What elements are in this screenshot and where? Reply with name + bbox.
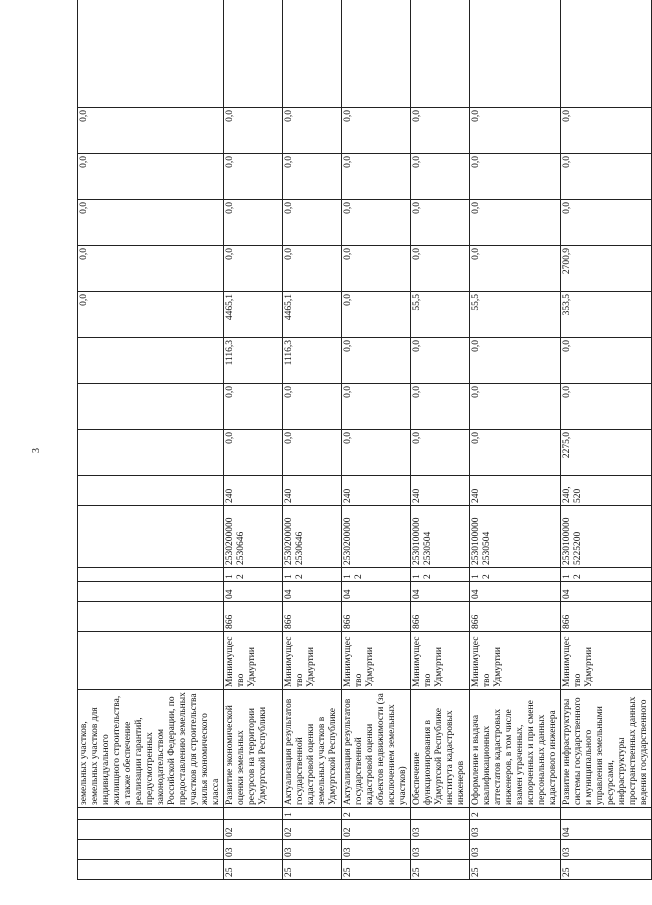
gp-code: 25 [224, 860, 283, 880]
value-7: 0,0 [561, 154, 652, 200]
pr-code: 12 [561, 568, 652, 582]
value-6: 0,0 [224, 200, 283, 246]
cell-blank [342, 0, 411, 108]
executor: Минимущество Удмуртии [411, 632, 470, 690]
m-code [224, 808, 283, 820]
cell-blank [78, 476, 224, 506]
table-row [561, 0, 652, 880]
value-5: 0,0 [224, 246, 283, 292]
rz-code: 04 [283, 582, 342, 602]
measure-name: Актуализация результатов государственной кадастровой оценки земельных участков в Удмуртской Республике [283, 690, 342, 808]
measure-name: Оформление и выдача квалификационных аттестатов кадастровых инженеров, в том числе взамен утраченных, испорченных и при смене персональных данных кадастрового инженера [470, 690, 561, 808]
table-row [224, 0, 283, 880]
measure-name: Обеспечение функционирования в Удмуртской Республике института кадастровых инженеров [411, 690, 470, 808]
grbs-code: 866 [224, 602, 283, 632]
cell-blank [78, 338, 224, 384]
top-value: 0,0 [78, 108, 224, 154]
cell-blank [78, 568, 224, 582]
value-6: 0,0 [470, 200, 561, 246]
cell-blank [78, 582, 224, 602]
pr-code: 12 [224, 568, 283, 582]
csr-code: 2530200000 [342, 506, 411, 568]
value-2: 0,0 [561, 384, 652, 430]
csr-code: 2530100000 2530504 [411, 506, 470, 568]
om-code: 03 [470, 820, 561, 840]
value-7: 0,0 [224, 154, 283, 200]
cell-blank [78, 840, 224, 860]
rz-code: 04 [470, 582, 561, 602]
value-1: 0,0 [283, 430, 342, 476]
vr-code: 240 [342, 476, 411, 506]
value-2: 0,0 [470, 384, 561, 430]
executor: Минимущество Удмуртии [561, 632, 652, 690]
csr-code: 2530100000 5225200 [561, 506, 652, 568]
rotated-table-block [77, 20, 649, 880]
measure-name: Развитие инфраструктуры системы государственного и муниципального управления земельными ресурсами, инфраструктуры пространственных данных ведения государственного [561, 690, 652, 808]
gp-code: 25 [283, 860, 342, 880]
vr-code: 240 [411, 476, 470, 506]
table-row [470, 0, 561, 880]
rz-code: 04 [411, 582, 470, 602]
pp-code: 03 [342, 840, 411, 860]
value-2: 0,0 [224, 384, 283, 430]
m-code: 2 [342, 808, 411, 820]
pp-code: 03 [411, 840, 470, 860]
value-2: 0,0 [411, 384, 470, 430]
value-6: 0,0 [561, 200, 652, 246]
m-code: 2 [470, 808, 561, 820]
value-4: 353,5 [561, 292, 652, 338]
pp-code: 03 [561, 840, 652, 860]
value-4: 4465,1 [283, 292, 342, 338]
cell-blank [78, 860, 224, 880]
top-value [78, 0, 224, 108]
pr-code: 12 [342, 568, 411, 582]
top-value: 0,0 [78, 200, 224, 246]
value-1: 2275,0 [561, 430, 652, 476]
cell-blank [78, 808, 224, 820]
m-code [561, 808, 652, 820]
cell-blank [224, 0, 283, 108]
value-3: 0,0 [470, 338, 561, 384]
top-value: 0,0 [78, 246, 224, 292]
cell-blank [78, 430, 224, 476]
value-8: 0,0 [283, 108, 342, 154]
pp-code: 03 [224, 840, 283, 860]
om-code: 03 [411, 820, 470, 840]
value-7: 0,0 [411, 154, 470, 200]
value-8: 0,0 [561, 108, 652, 154]
value-8: 0,0 [470, 108, 561, 154]
vr-code: 240 [470, 476, 561, 506]
value-3: 0,0 [561, 338, 652, 384]
vr-code: 240 [283, 476, 342, 506]
continuation-row [78, 0, 224, 880]
pr-code: 12 [470, 568, 561, 582]
rz-code: 04 [342, 582, 411, 602]
om-code: 02 [283, 820, 342, 840]
value-6: 0,0 [283, 200, 342, 246]
rz-code: 04 [561, 582, 652, 602]
value-1: 0,0 [342, 430, 411, 476]
top-value: 0,0 [78, 292, 224, 338]
value-5: 0,0 [342, 246, 411, 292]
value-3: 0,0 [342, 338, 411, 384]
page-number: 3 [31, 448, 42, 453]
value-1: 0,0 [224, 430, 283, 476]
value-7: 0,0 [283, 154, 342, 200]
cell-blank [78, 820, 224, 840]
value-4: 0,0 [342, 292, 411, 338]
program-table [77, 0, 652, 880]
om-code: 02 [342, 820, 411, 840]
value-4: 55,5 [470, 292, 561, 338]
grbs-code: 866 [411, 602, 470, 632]
om-code: 04 [561, 820, 652, 840]
csr-code: 2530200000 2530646 [283, 506, 342, 568]
grbs-code: 866 [561, 602, 652, 632]
value-5: 2700,9 [561, 246, 652, 292]
pp-code: 03 [283, 840, 342, 860]
value-8: 0,0 [224, 108, 283, 154]
value-1: 0,0 [470, 430, 561, 476]
value-6: 0,0 [411, 200, 470, 246]
executor: Минимущество Удмуртии [283, 632, 342, 690]
value-4: 55,5 [411, 292, 470, 338]
value-5: 0,0 [470, 246, 561, 292]
m-code: 1 [283, 808, 342, 820]
rz-code: 04 [224, 582, 283, 602]
value-3: 0,0 [411, 338, 470, 384]
cell-blank [78, 506, 224, 568]
om-code: 02 [224, 820, 283, 840]
executor: Минимущество Удмуртии [342, 632, 411, 690]
value-3: 1116,3 [224, 338, 283, 384]
pp-code: 03 [470, 840, 561, 860]
gp-code: 25 [411, 860, 470, 880]
pr-code: 12 [411, 568, 470, 582]
gp-code: 25 [470, 860, 561, 880]
continuation-name: земельных участков, земельных участков для индивидуального жилищного строительства, а также обеспечение реализации гарантий, предусмотренных законодательством Российской Федерации, по предоставлению земельных участков для строительства жилья экономического класса [78, 690, 224, 808]
m-code [411, 808, 470, 820]
grbs-code: 866 [283, 602, 342, 632]
csr-code: 2530100000 2530504 [470, 506, 561, 568]
cell-blank [561, 0, 652, 108]
value-2: 0,0 [283, 384, 342, 430]
value-5: 0,0 [411, 246, 470, 292]
csr-code: 2530200000 2530646 [224, 506, 283, 568]
pr-code: 12 [283, 568, 342, 582]
value-7: 0,0 [470, 154, 561, 200]
value-6: 0,0 [342, 200, 411, 246]
cell-blank [470, 0, 561, 108]
grbs-code: 866 [342, 602, 411, 632]
value-5: 0,0 [283, 246, 342, 292]
measure-name: Актуализация результатов государственной кадастровой оценки объектов недвижимости (за исключением земельных участков) [342, 690, 411, 808]
measure-name: Развитие экономической оценки земельных ресурсов на территории Удмуртской Республики [224, 690, 283, 808]
gp-code: 25 [561, 860, 652, 880]
table-row [342, 0, 411, 880]
executor: Минимущество Удмуртии [470, 632, 561, 690]
table-row [283, 0, 342, 880]
value-8: 0,0 [342, 108, 411, 154]
table-row [411, 0, 470, 880]
cell-blank [283, 0, 342, 108]
value-8: 0,0 [411, 108, 470, 154]
top-value: 0,0 [78, 154, 224, 200]
vr-code: 240, 520 [561, 476, 652, 506]
vr-code: 240 [224, 476, 283, 506]
gp-code: 25 [342, 860, 411, 880]
executor: Минимущество Удмуртии [224, 632, 283, 690]
value-3: 1116,3 [283, 338, 342, 384]
grbs-code: 866 [470, 602, 561, 632]
value-4: 4465,1 [224, 292, 283, 338]
cell-blank [78, 632, 224, 690]
cell-blank [78, 384, 224, 430]
cell-blank [411, 0, 470, 108]
value-2: 0,0 [342, 384, 411, 430]
value-1: 0,0 [411, 430, 470, 476]
cell-blank [78, 602, 224, 632]
value-7: 0,0 [342, 154, 411, 200]
